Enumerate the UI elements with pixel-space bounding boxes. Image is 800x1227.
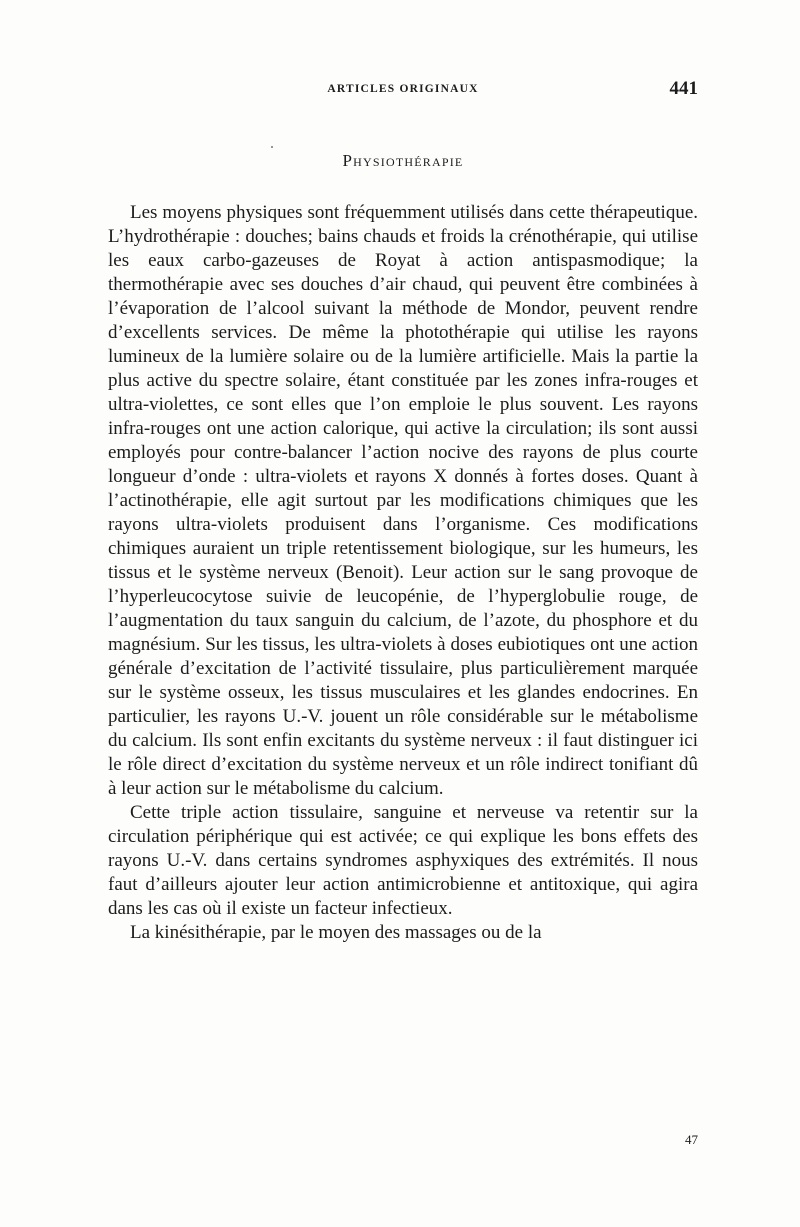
section-title: Physiothérapie (342, 151, 464, 170)
running-title: ARTICLES ORIGINAUX (327, 83, 479, 95)
paragraph-3: La kinésithérapie, par le moyen des massages ou de la (130, 922, 542, 943)
signature-mark: 47 (685, 1132, 698, 1147)
paragraph-2: Cette triple action tissulaire, sanguine et nerveuse va retentir sur la circulation périphérique qui est activée; ce qui explique les bons effets des rayons U.-V. dans certains syndromes asphyxiques des extrémités. Il nous faut d’ailleurs ajouter leur action antimicrobienne et antitoxique, qui agira dans les cas où il existe un facteur infectieux. (108, 802, 698, 919)
paragraph-1: Les moyens physiques sont fréquemment utilisés dans cette thérapeutique. L’hydrothérapie : douches; bains chauds et froids la crénothérapie, qui utilise les eaux carbo-gazeuses de Royat à action antispasmodique; la thermothérapie avec ses douches d’air chaud, qui peuvent être combinées à l’évaporation de l’alcool suivant la méthode de Mondor, peuvent rendre d’excellents services. De même la photothérapie qui utilise les rayons lumineux de la lumière solaire ou de la lumière artificielle. Mais la partie la plus active du spectre solaire, étant constituée par les zones infra-rouges et ultra-violettes, ce sont elles que l’on emploie le plus souvent. Les rayons infra-rouges ont une action calorique, qui active la circulation; ils sont aussi employés pour contre-balancer l’action nocive des rayons de plus courte longueur d’onde : ultra-violets et rayons X donnés à fortes doses. Quant à l’actinothérapie, elle agit surtout par les modifications chimiques que les rayons ultra-violets produisent dans l’organisme. Ces modifications chimiques auraient un triple retentissement biologique, sur les humeurs, les tissus et le système nerveux (Benoit). Leur action sur le sang provoque de l’hyperleucocytose suivie de leucopénie, de l’hyperglobulie rouge, de l’augmentation du taux sanguin du calcium, de l’azote, du phosphore et du magnésium. Sur les tissus, les ultra-violets à doses eubiotiques ont une action générale d’excitation de l’activité tissulaire, plus particulièrement marquée sur le système osseux, les tissus musculaires et les glandes endocrines. En particulier, les rayons U.-V. jouent un rôle considérable sur le métabolisme du calcium. Ils sont enfin excitants du système nerveux : il faut distinguer ici le rôle direct d’excitation du système nerveux et un rôle indirect tonifiant dû à leur action sur le métabolisme du calcium. (108, 202, 698, 799)
body-text (108, 201, 698, 945)
page-number: 441 (669, 78, 698, 99)
print-speck (271, 146, 273, 148)
running-head (108, 78, 698, 102)
